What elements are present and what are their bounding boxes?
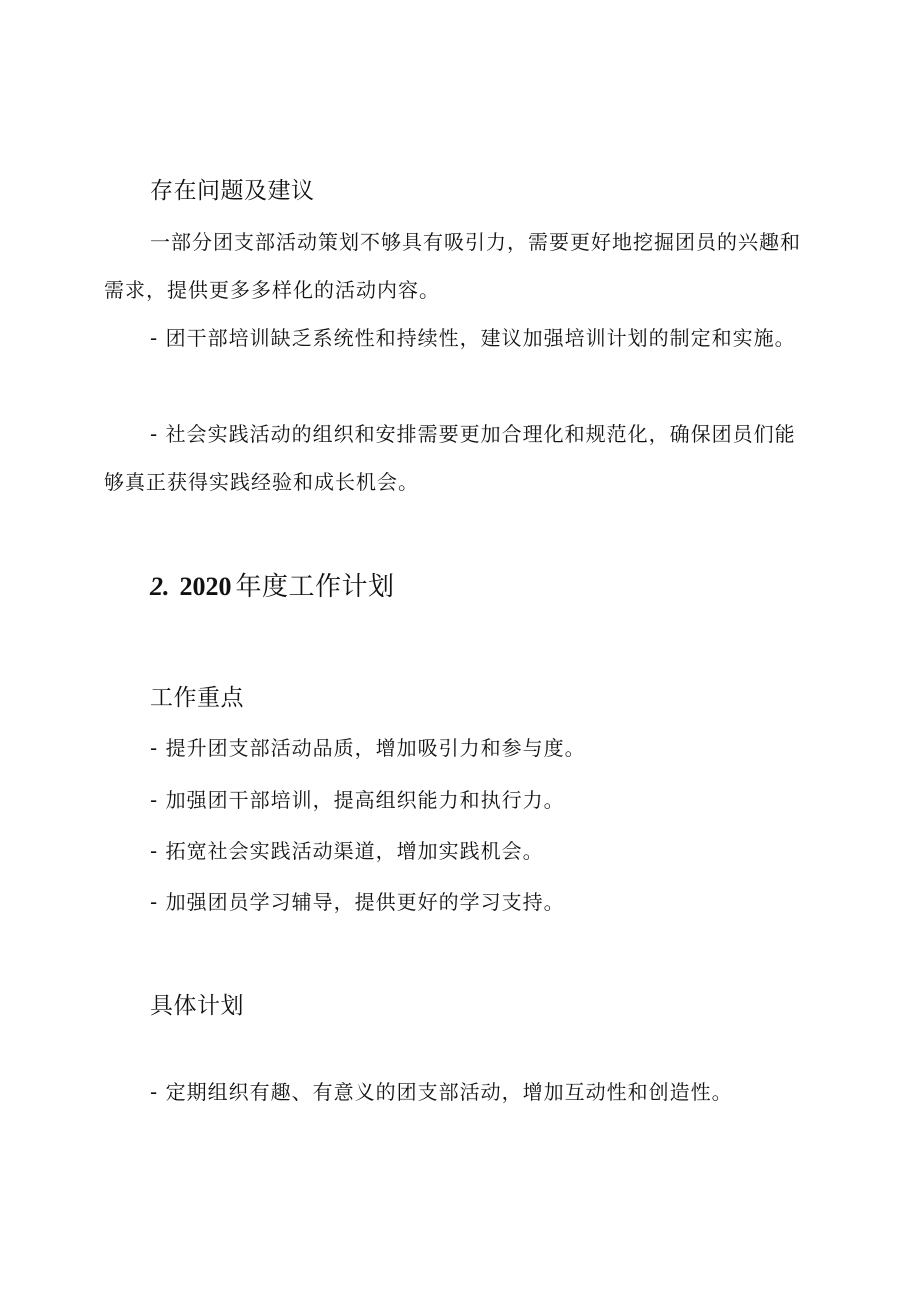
section-heading-2020-plan — [150, 570, 395, 604]
paragraph-cadre-training: - 团干部培训缺乏系统性和持续性，建议加强培训计划的制定和实施。 — [150, 326, 796, 350]
subheading-issues-suggestions: 存在问题及建议 — [150, 178, 315, 204]
paragraph-social-practice: - 社会实践活动的组织和安排需要更加合理化和规范化，确保团员们能够真正获得实践经验和成长机会。 — [104, 422, 796, 494]
section-year: 2020 — [179, 572, 232, 601]
subheading-specific-plan: 具体计划 — [150, 993, 244, 1019]
list-item: - 提升团支部活动品质，增加吸引力和参与度。 — [150, 736, 586, 760]
list-item: - 加强团干部培训，提高组织能力和执行力。 — [150, 788, 565, 812]
list-item: - 加强团员学习辅导，提供更好的学习支持。 — [150, 890, 565, 914]
subheading-work-focus: 工作重点 — [150, 685, 244, 711]
section-title: 年度工作计划 — [235, 572, 395, 602]
section-number: 2. — [150, 572, 170, 601]
list-item: - 拓宽社会实践活动渠道，增加实践机会。 — [150, 839, 544, 863]
list-item: - 定期组织有趣、有意义的团支部活动，增加互动性和创造性。 — [150, 1080, 733, 1104]
paragraph-activity-appeal: 一部分团支部活动策划不够具有吸引力，需要更好地挖掘团员的兴趣和需求，提供更多多样化的活动内容。 — [104, 230, 801, 302]
